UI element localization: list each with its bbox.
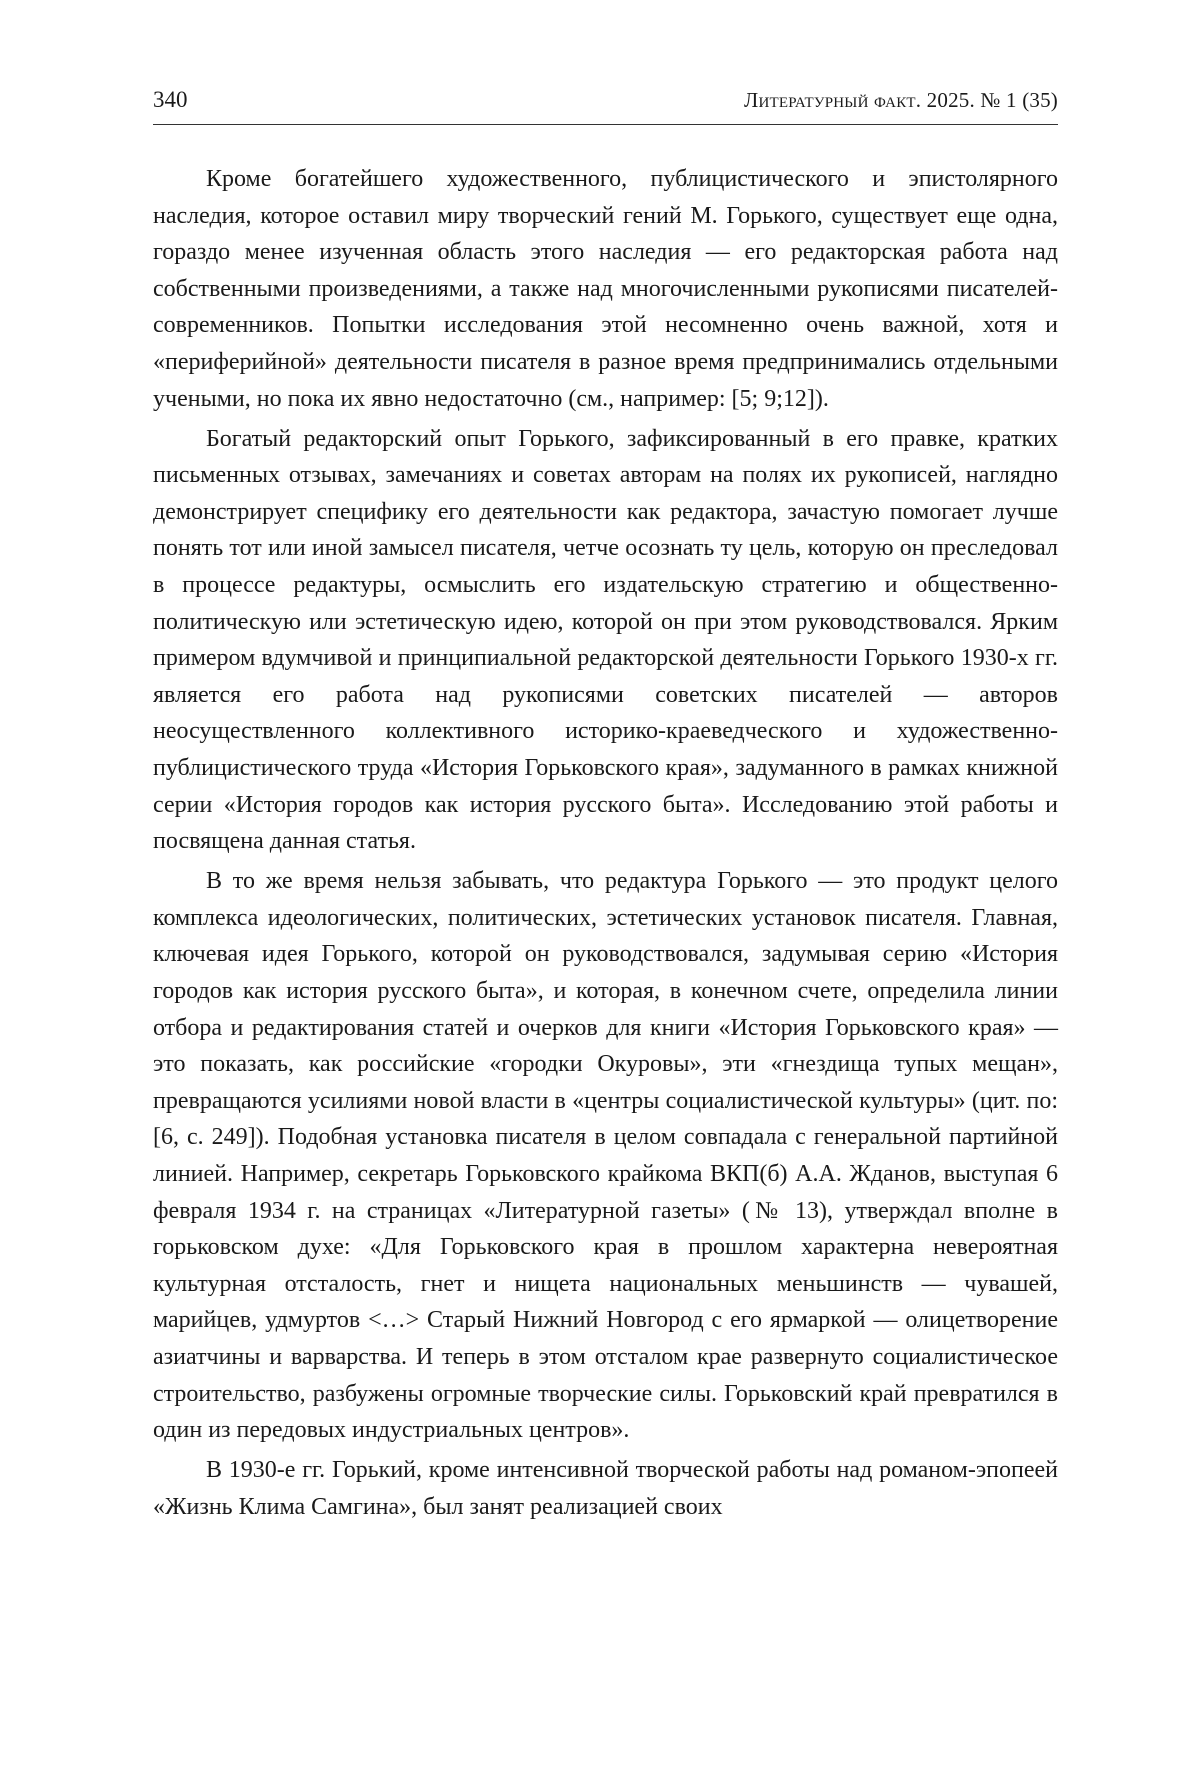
paragraph-2: Богатый редакторский опыт Горького, зафиксированный в его правке, кратких письменных отзывах, замечаниях и советах авторам на полях их рукописей, наглядно демонстрирует специфику его деятельности как редактора, зачастую помогает лучше понять тот или иной замысел писателя, четче осознать ту цель, которую он преследовал в процессе редактуры, осмыслить его издательскую стратегию и общественно-политическую или эстетическую идею, которой он при этом руководствовался. Ярким примером вдумчивой и принципиальной редакторской деятельности Горького 1930-х гг. является его работа над рукописями советских писателей — авторов неосуществленного коллективного историко-краеведческого и художественно-публицистического труда «История Горьковского края», задуманного в рамках книжной серии «История городов как история русского быта». Исследованию этой работы и посвящена данная статья.: [153, 425, 1058, 855]
journal-page: [153, 82, 1058, 1529]
page-number: 340: [153, 87, 188, 112]
journal-name: Литературный факт: [744, 88, 916, 112]
journal-title: [744, 82, 1058, 118]
article-body: [153, 161, 1058, 1525]
paragraph-4: В 1930-е гг. Горький, кроме интенсивной творческой работы над романом-эпопеей «Жизнь Клима Самгина», был занят реализацией своих: [153, 1457, 1058, 1520]
journal-issue: . 2025. № 1 (35): [915, 88, 1058, 112]
paragraph-3: В то же время нельзя забывать, что редактура Горького — это продукт целого комплекса идеологических, политических, эстетических установок писателя. Главная, ключевая идея Горького, которой он руководствовался, задумывая серию «История городов как история русского быта», и которая, в конечном счете, определила линии отбора и редактирования статей и очерков для книги «История Горьковского края» — это показать, как российские «городки Окуровы», эти «гнездища тупых мещан», превращаются усилиями новой власти в «центры социалистической культуры» (цит. по: [6, с. 249]). Подобная установка писателя в целом совпадала с генеральной партийной линией. Например, секретарь Горьковского крайкома ВКП(б) А.А. Жданов, выступая 6 февраля 1934 г. на страницах «Литературной газеты» (№ 13), утверждал вполне в горьковском духе: «Для Горьковского края в прошлом характерна невероятная культурная отсталость, гнет и нищета национальных меньшинств — чувашей, марийцев, удмуртов <…> Старый Нижний Новгород с его ярмаркой — олицетворение азиатчины и варварства. И теперь в этом отсталом крае развернуто социалистическое строительство, разбужены огромные творческие силы. Горьковский край превратился в один из передовых индустриальных центров».: [153, 868, 1058, 1444]
running-header: [153, 82, 1058, 125]
paragraph-1: Кроме богатейшего художественного, публицистического и эпистолярного наследия, которое оставил миру творческий гений М. Горького, существует еще одна, гораздо менее изученная область этого наследия — его редакторская работа над собственными произведениями, а также над многочисленными рукописями писателей-современников. Попытки исследования этой несомненно очень важной, хотя и «периферийной» деятельности писателя в разное время предпринимались отдельными учеными, но пока их явно недостаточно (см., например: [5; 9;12]).: [153, 166, 1058, 412]
